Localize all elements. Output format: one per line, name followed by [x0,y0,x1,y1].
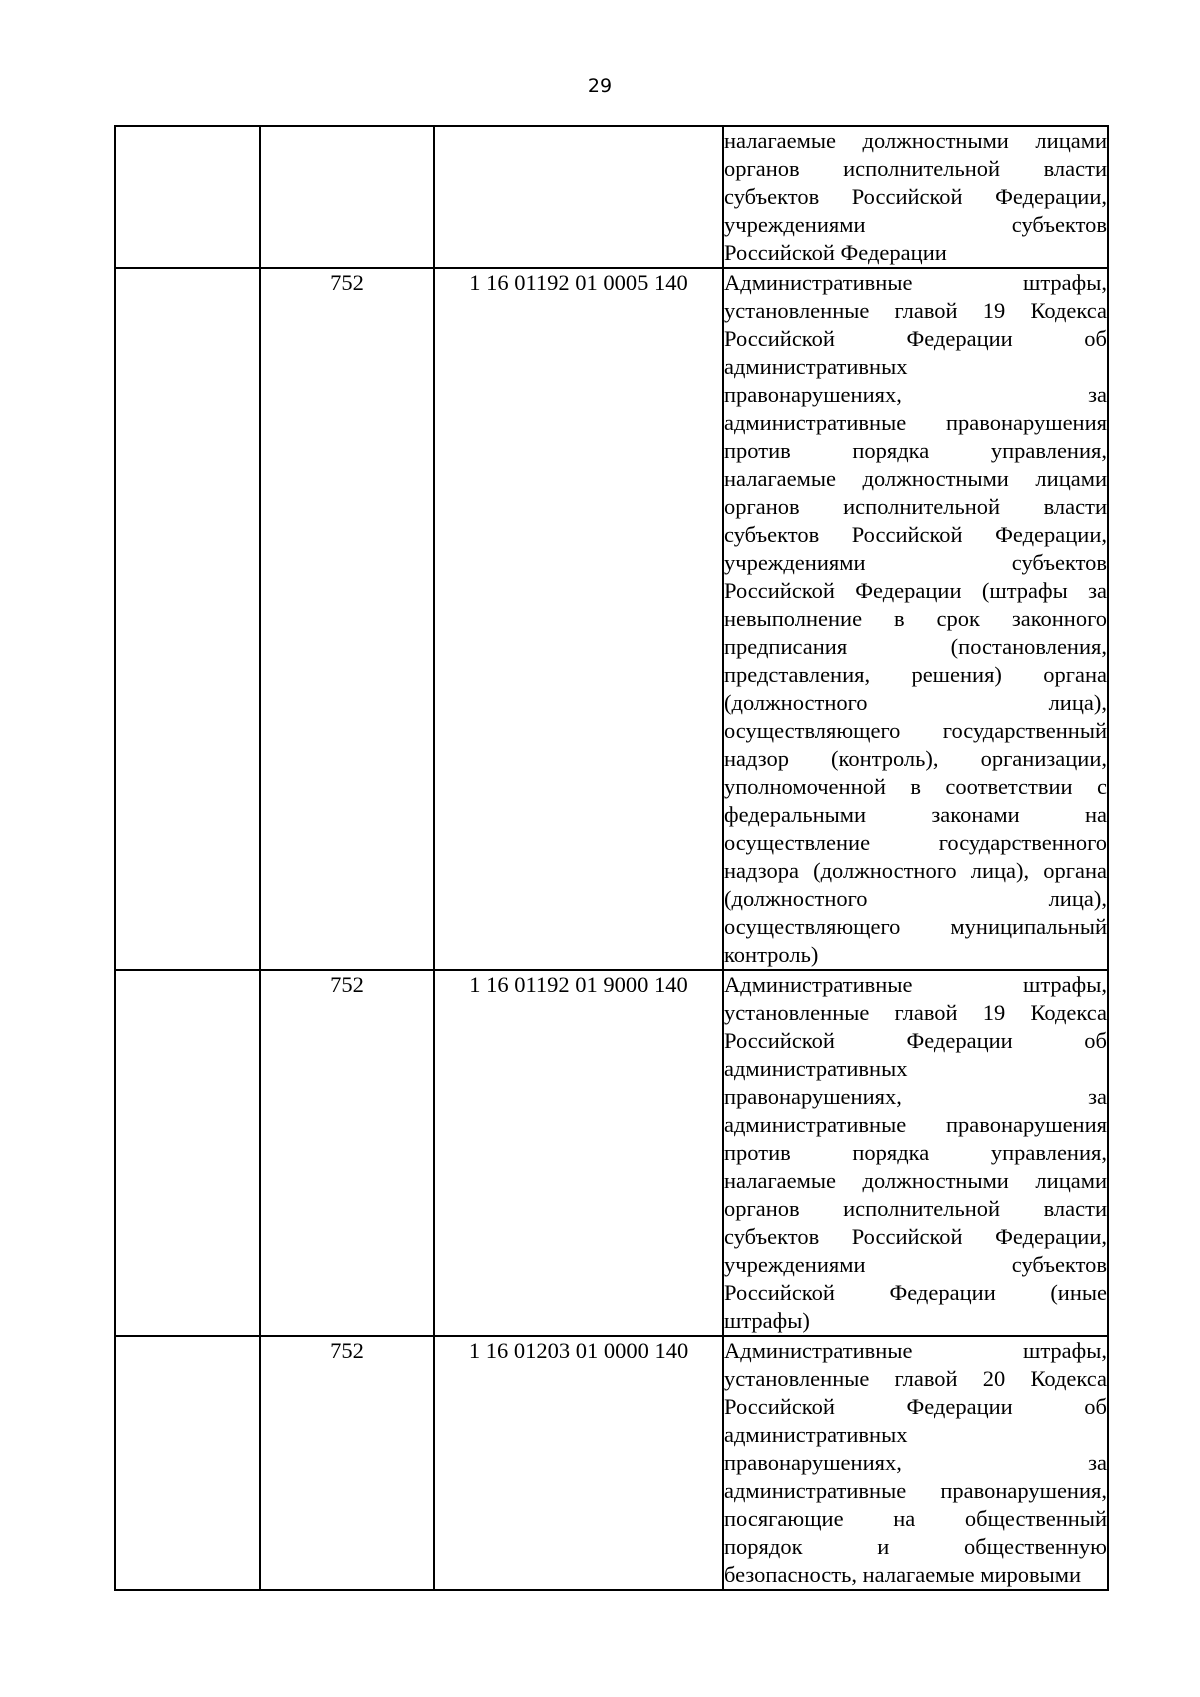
admin-code-cell [260,268,434,970]
description-line: Российской Федерации об [724,1394,1107,1419]
table-row [115,970,1108,1336]
table-body [115,126,1108,1590]
description-line: административные правонарушения [724,410,1107,435]
kbk-code-cell [434,1336,723,1590]
description-line: (должностного лица), [724,690,1107,715]
kbk-code-cell [434,126,723,268]
description-line: безопасность, налагаемые мировыми [724,1562,1082,1587]
admin-code: 752 [330,1338,364,1363]
description-line: налагаемые должностными лицами [724,128,1107,153]
description-line: органов исполнительной власти [724,494,1107,519]
description-line: уполномоченной в соответствии с [724,774,1107,799]
description-line: административные правонарушения [724,1112,1107,1137]
description-cell [723,268,1108,970]
admin-code-cell [260,1336,434,1590]
table-row [115,1336,1108,1590]
description-line: Российской Федерации об [724,326,1107,351]
kbk-code-cell [434,268,723,970]
budget-classification-table [114,125,1109,1591]
empty-cell [115,126,260,268]
description-line: установленные главой 19 Кодекса [724,298,1107,323]
empty-cell [115,1336,260,1590]
description-line: осуществление государственного [724,830,1107,855]
description-line: субъектов Российской Федерации, [724,184,1107,209]
admin-code-cell [260,970,434,1336]
description-line: правонарушениях, за [724,1450,1107,1475]
description-line: органов исполнительной власти [724,156,1107,181]
description-line: административные правонарушения, [724,1478,1107,1503]
description-line: установленные главой 20 Кодекса [724,1366,1107,1391]
description-line: посягающие на общественный [724,1506,1107,1531]
description-line: административных [724,1056,908,1081]
kbk-code: 1 16 01192 01 0005 140 [469,270,688,295]
admin-code: 752 [330,972,364,997]
description-line: против порядка управления, [724,438,1107,463]
description-line: субъектов Российской Федерации, [724,1224,1107,1249]
description-line: федеральными законами на [724,802,1107,827]
empty-cell [115,268,260,970]
description-cell [723,126,1108,268]
description-line: правонарушениях, за [724,382,1107,407]
description-line: Российской Федерации об [724,1028,1107,1053]
description-line: Российской Федерации [724,240,947,265]
description-line: Административные штрафы, [724,270,1107,295]
description-line: Административные штрафы, [724,1338,1107,1363]
description-cell [723,970,1108,1336]
description-line: предписания (постановления, [724,634,1107,659]
table-row [115,126,1108,268]
description-cell [723,1336,1108,1590]
description-line: надзор (контроль), организации, [724,746,1107,771]
description-line: против порядка управления, [724,1140,1107,1165]
description-line: осуществляющего муниципальный [724,914,1107,939]
description-line: налагаемые должностными лицами [724,1168,1107,1193]
description-line: субъектов Российской Федерации, [724,522,1107,547]
description-line: правонарушениях, за [724,1084,1107,1109]
description-line: учреждениями субъектов [724,550,1107,575]
description-line: контроль) [724,942,819,967]
description-line: Российской Федерации (штрафы за [724,578,1107,603]
kbk-code-cell [434,970,723,1336]
description-line: порядок и общественную [724,1534,1107,1559]
description-line: учреждениями субъектов [724,212,1107,237]
kbk-code: 1 16 01203 01 0000 140 [468,1338,689,1363]
table-row [115,268,1108,970]
page-number: 29 [587,75,613,97]
description-line: невыполнение в срок законного [724,606,1107,631]
description-line: представления, решения) органа [724,662,1107,687]
description-line: (должностного лица), [724,886,1107,911]
description-line: учреждениями субъектов [724,1252,1107,1277]
description-line: административных [724,1422,908,1447]
description-line: установленные главой 19 Кодекса [724,1000,1107,1025]
admin-code: 752 [330,270,364,295]
description-line: осуществляющего государственный [724,718,1107,743]
description-line: штрафы) [724,1308,810,1333]
description-line: Российской Федерации (иные [724,1280,1107,1305]
empty-cell [115,970,260,1336]
kbk-code: 1 16 01192 01 9000 140 [469,972,688,997]
description-line: надзора (должностного лица), органа [724,858,1107,883]
admin-code-cell [260,126,434,268]
description-line: налагаемые должностными лицами [724,466,1107,491]
description-line: административных [724,354,908,379]
description-line: органов исполнительной власти [724,1196,1107,1221]
description-line: Административные штрафы, [724,972,1107,997]
